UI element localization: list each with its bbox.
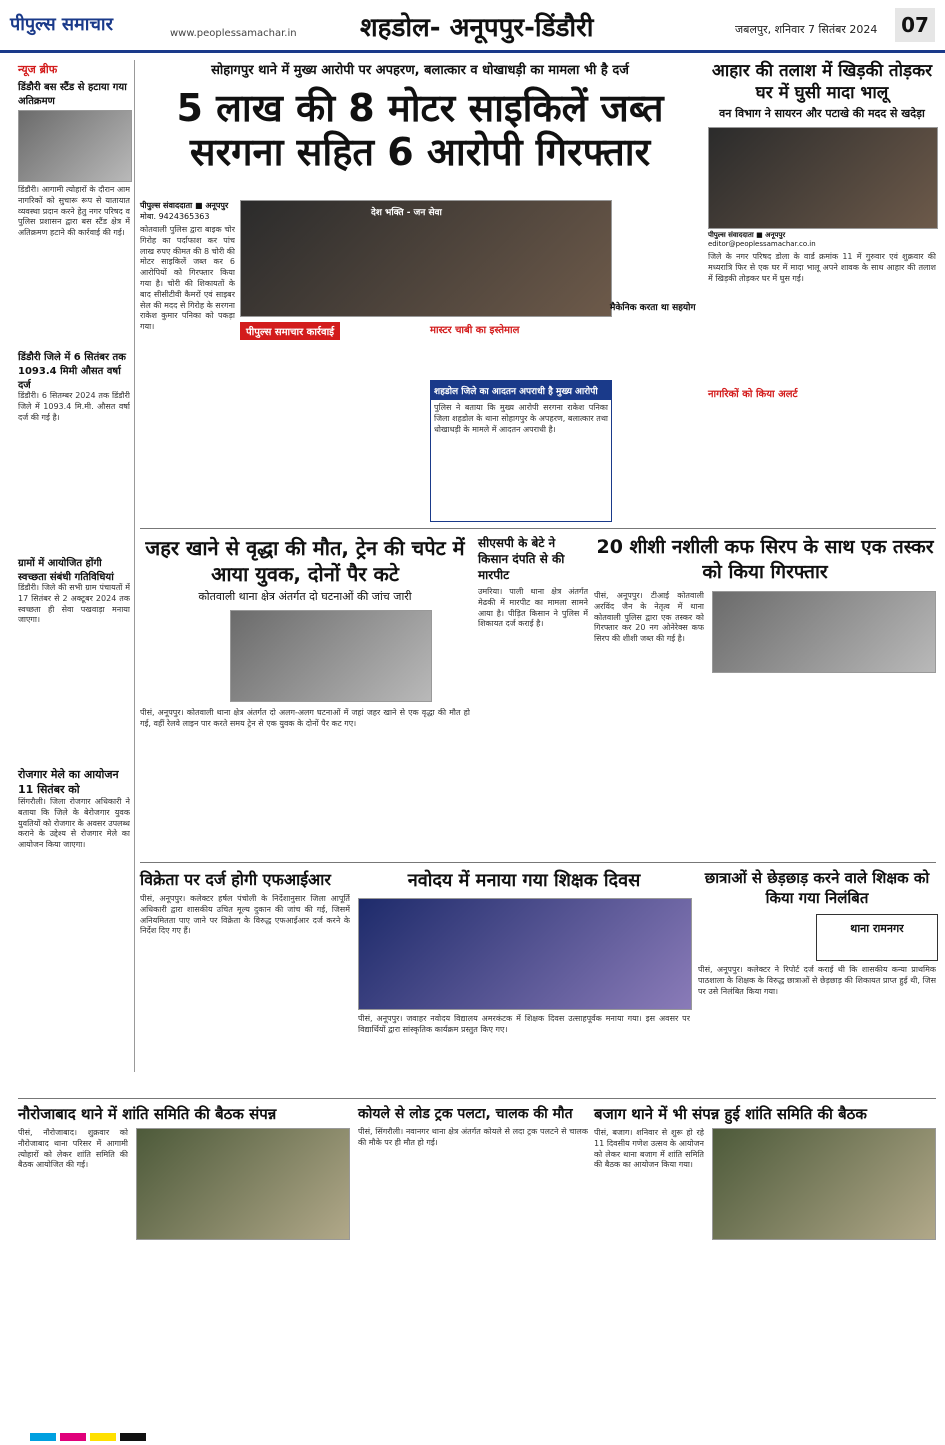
registration-mark bbox=[60, 1433, 86, 1441]
fir-headline: विक्रेता पर दर्ज होगी एफआईआर bbox=[140, 870, 331, 889]
action-tag: पीपुल्स समाचार कार्रवाई bbox=[240, 322, 340, 340]
brief-headline: ग्रामों में आयोजित होंगी स्वच्छता संबंधी गतिविधियां bbox=[18, 558, 114, 583]
injured-person-photo bbox=[230, 610, 432, 702]
crpf-body: उमरिया। पाली थाना क्षेत्र अंतर्गत मेढकी में मारपीट का मामला सामने आया है। पीड़ित किसान ने पुलिस में शिकायत दर्ज कराई है। bbox=[478, 587, 588, 629]
bottom-story-2-body: पीसं, सिंगरौली। नवानगर थाना क्षेत्र अंतर्गत कोयले से लदा ट्रक पलटने से चालक की मौके पर ही मौत हो गई। bbox=[358, 1127, 588, 1147]
highlight-box-body: पुलिस ने बताया कि मुख्य आरोपी सरगना राकेश पनिका जिला शहडोल के थाना सोहागपुर के अपहरण, बलात्कार तथा धोखाधड़ी के मामले में आदतन अपराधी है। bbox=[434, 403, 608, 434]
bottom-story-1-headline: नौरोजाबाद थाने में शांति समिति की बैठक संपन्न bbox=[18, 1105, 277, 1123]
photo-banner-text: देश भक्ति - जन सेवा bbox=[371, 208, 442, 218]
column-rule bbox=[134, 60, 135, 1072]
bear-subheadline: वन विभाग ने सायरन और पटाखे की मदद से खदेड़ा bbox=[719, 107, 925, 120]
seized-bikes-photo bbox=[240, 200, 612, 317]
bear-body: जिले के नगर परिषद डोला के वार्ड क्रमांक 11 में गुरुवार एवं शुक्रवार की मध्यरात्रि फिर से एक घर में मादा भालू अपने शावक के साथ आहार की तलाश में खिड़की तोड़कर घर में घुस गई। bbox=[708, 252, 936, 283]
brief-body: डिंडौरी। 6 सितम्बर 2024 तक डिंडौरी जिले में 1093.4 मि.मी. औसत वर्षा दर्ज की गई है। bbox=[18, 391, 130, 422]
brief-headline: डिंडौरी जिले में 6 सितंबर तक 1093.4 मिमी औसत वर्षा दर्ज bbox=[18, 352, 126, 391]
train-body: पीसं, अनूपपुर। कोतवाली थाना क्षेत्र अंतर्गत दो अलग-अलग घटनाओं में जहां जहर खाने से एक वृद्धा की मौत हो गई, वहीं रेलवे लाइन पार करते समय ट्रेन से एक युवक के दोनों पैर कट गए। bbox=[140, 708, 470, 728]
page-number: 07 bbox=[895, 8, 935, 42]
lead-kicker: सोहागपुर थाने में मुख्य आरोपी पर अपहरण, बलात्कार व धोखाधड़ी का मामला भी है दर्ज bbox=[211, 63, 629, 78]
fir-body: पीसं, अनूपपुर। कलेक्टर हर्षल पंचोली के निर्देशानुसार जिला आपूर्ति अधिकारी द्वारा शासकीय उचित मूल्य दुकान की जांच की गई, जिसमें अनियमितता पाए जाने पर विक्रेता के विरुद्ध एफआईआर दर्ज करने के निर्देश दिए गए हैं। bbox=[140, 894, 350, 936]
crpf-story bbox=[478, 535, 588, 855]
peace-committee-photo bbox=[136, 1128, 350, 1240]
masthead bbox=[0, 0, 945, 53]
bottom-story-3-body: पीसं, बजाग। शनिवार से शुरू हो रहे 11 दिवसीय गणेश उत्सव के आयोजन को लेकर थाना बजाग में शांति समिति की बैठक का आयोजन किया गया। bbox=[594, 1128, 704, 1170]
news-brief-label: न्यूज ब्रीफ bbox=[18, 63, 58, 76]
lead-subhead: मैकेनिक करता था सहयोग bbox=[610, 303, 696, 313]
police-station-sign bbox=[816, 914, 938, 961]
lead-headline-1: 5 लाख की 8 मोटर साइकिलें जब्त bbox=[176, 86, 664, 130]
byline: पीपुल्स संवाददाता ■ अनूपपुर bbox=[708, 231, 786, 239]
bear-subhead: नागरिकों को किया अलर्ट bbox=[708, 389, 798, 400]
bottom-story-3 bbox=[594, 1104, 936, 1404]
navodaya-headline: नवोदय में मनाया गया शिक्षक दिवस bbox=[407, 870, 641, 891]
bottom-story-2-headline: कोयले से लोड ट्रक पलटा, चालक की मौत bbox=[358, 1106, 573, 1122]
lead-headline-2: सरगना सहित 6 आरोपी गिरफ्तार bbox=[189, 130, 651, 174]
byline: पीपुल्स संवाददाता ■ अनूपपुर bbox=[140, 201, 229, 210]
cough-body: पीसं, अनूपपुर। टीआई कोतवाली अरविंद जैन के नेतृत्व में थाना कोतवाली पुलिस द्वारा एक तस्कर को गिरफ्तार कर 20 नग ओनेरेक्स कफ सिरप की शीशी जब्त की गई है। bbox=[594, 591, 704, 644]
crpf-headline: सीएसपी के बेटे ने किसान दंपति से की मारपीट bbox=[478, 536, 565, 582]
bajag-meeting-photo bbox=[712, 1128, 936, 1240]
police-station-sign-text: थाना रामनगर bbox=[850, 922, 904, 935]
section-rule bbox=[140, 862, 936, 863]
forest-team-photo bbox=[708, 127, 938, 229]
edition-title: शहडोल- अनूपपुर-डिंडौरी bbox=[360, 13, 594, 43]
brief-headline: रोजगार मेले का आयोजन 11 सितंबर को bbox=[18, 768, 119, 796]
brief-body: सिंगरौली। जिला रोजगार अधिकारी ने बताया कि जिले के बेरोजगार युवक युवतियों को रोजगार के अवसर उपलब्ध कराने के उद्देश्य से रोजगार मेले का आयोजन किया जाएगा। bbox=[18, 797, 130, 850]
highlight-box bbox=[430, 380, 612, 522]
cough-syrup-story bbox=[594, 535, 936, 855]
registration-mark bbox=[90, 1433, 116, 1441]
bottom-story-3-headline: बजाग थाने में भी संपन्न हुई शांति समिति की बैठक bbox=[594, 1105, 867, 1123]
website-url[interactable]: www.peoplessamachar.in bbox=[170, 28, 297, 39]
bottom-story-1-body: पीसं, नौरोजाबाद। शुक्रवार को नौरोजाबाद थाना परिसर में आगामी त्योहारों को लेकर शांति समिति की बैठक आयोजित की गई। bbox=[18, 1128, 128, 1170]
bear-story bbox=[708, 60, 936, 520]
brief-body: डिंडौरी। जिले की सभी ग्राम पंचायतों में 17 सितंबर से 2 अक्टूबर 2024 तक स्वच्छता ही सेवा पखवाड़ा मनाया जाएगा। bbox=[18, 583, 130, 625]
train-story bbox=[140, 535, 470, 855]
registration-mark bbox=[30, 1433, 56, 1441]
brief-headline: डिंडौरी बस स्टैंड से हटाया गया अतिक्रमण bbox=[18, 82, 127, 107]
brief-body: डिंडौरी। आगामी त्योहारों के दौरान आम नागरिकों को सुचारू रूप से यातायात व्यवस्था प्रदान करने हेतु नगर परिषद व पुलिस प्रशासन द्वारा बस स्टैंड क्षेत्र में अतिक्रमण हटाने की कार्रवाई की गई। bbox=[18, 185, 130, 238]
lead-subhead: मास्टर चाबी का इस्तेमाल bbox=[430, 325, 520, 336]
section-rule bbox=[18, 1098, 936, 1099]
section-rule bbox=[140, 528, 936, 529]
arrest-photo bbox=[712, 591, 936, 673]
teacher-body: पीसं, अनूपपुर। कलेक्टर ने रिपोर्ट दर्ज कराई थी कि शासकीय कन्या प्राथमिक पाठशाला के शिक्षक के विरुद्ध छात्राओं से छेड़छाड़ की शिकायत प्राप्त हुई थी, जिस पर उसे निलंबित किया गया। bbox=[698, 965, 936, 996]
email[interactable]: editor@peoplessamachar.co.in bbox=[708, 240, 816, 248]
cough-headline: 20 शीशी नशीली कफ सिरप के साथ एक तस्कर को किया गिरफ्तार bbox=[596, 536, 934, 583]
train-subheadline: कोतवाली थाना क्षेत्र अंतर्गत दो घटनाओं की जांच जारी bbox=[198, 590, 412, 603]
lead-story bbox=[140, 60, 700, 520]
registration-mark bbox=[120, 1433, 146, 1441]
teacher-story bbox=[698, 868, 936, 1098]
mobile-number: मोबा. 9424365363 bbox=[140, 212, 210, 221]
bottom-story-2 bbox=[358, 1104, 588, 1404]
byline-block bbox=[140, 200, 235, 222]
teacher-headline: छात्राओं से छेड़छाड़ करने वाले शिक्षक को किया गया निलंबित bbox=[704, 869, 930, 907]
highlight-box-title: शहडोल जिले का आदतन अपराधी है मुख्य आरोपी bbox=[431, 381, 611, 400]
bus-stand-photo bbox=[18, 110, 132, 182]
bear-headline: आहार की तलाश में खिड़की तोड़कर घर में घुसी मादा भालू bbox=[711, 61, 933, 103]
newspaper-logo[interactable]: पीपुल्स समाचार bbox=[10, 14, 113, 35]
navodaya-story bbox=[358, 868, 690, 1098]
train-headline: जहर खाने से वृद्धा की मौत, ट्रेन की चपेट में आया युवक, दोनों पैर कटे bbox=[145, 536, 465, 586]
news-brief-column bbox=[18, 62, 130, 1072]
bottom-story-1 bbox=[18, 1104, 348, 1404]
dateline: जबलपुर, शनिवार 7 सितंबर 2024 bbox=[735, 23, 878, 36]
fir-story bbox=[140, 868, 350, 1098]
teachers-day-photo bbox=[358, 898, 692, 1010]
lead-body: कोतवाली पुलिस द्वारा बाइक चोर गिरोह का पर्दाफाश कर पांच लाख रुपए कीमत की 8 चोरी की मोटर साइकिलें जब्त कर 6 आरोपियों को गिरफ्तार किया गया है। चोरी की शिकायतों के बाद सीसीटीवी कैमरों एवं साइबर सेल की मदद से गिरोह के सरगना राकेश कुमार पनिका को पकड़ा गया। bbox=[140, 225, 235, 332]
navodaya-body: पीसं, अनूपपुर। जवाहर नवोदय विद्यालय अमरकंटक में शिक्षक दिवस उत्साहपूर्वक मनाया गया। इस अवसर पर विद्यार्थियों द्वारा सांस्कृतिक कार्यक्रम प्रस्तुत किए गए। bbox=[358, 1014, 690, 1034]
